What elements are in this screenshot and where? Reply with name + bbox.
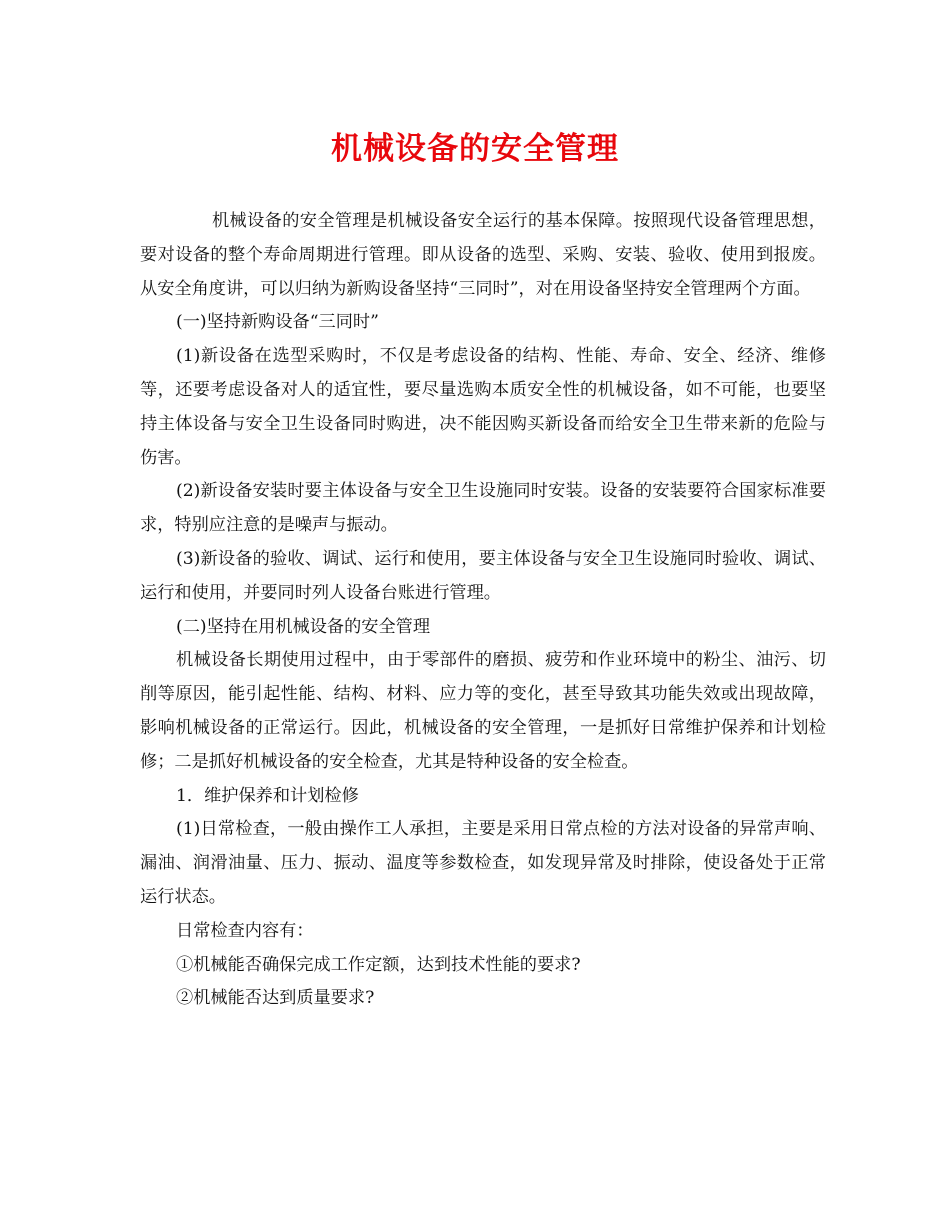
paragraph-item-3: (3)新设备的验收、调试、运行和使用，要主体设备与安全卫生设施同时验收、调试、运行和使用，并要同时列人设备台账进行管理。 — [140, 548, 826, 603]
paragraph-item-1: (1)新设备在选型采购时，不仅是考虑设备的结构、性能、寿命、安全、经济、维修等，还要考虑设备对人的适宜性，要尽量选购本质安全性的机械设备，如不可能，也要坚持主体设备与安全卫生设备同时购进，决不能因购买新设备而给安全卫生带来新的危险与伤害。 — [140, 346, 826, 468]
subsection-heading-1: 1．维护保养和计划检修 — [176, 785, 359, 806]
intro-paragraph: 机械设备的安全管理是机械设备安全运行的基本保障。按照现代设备管理思想，要对设备的整个寿命周期进行管理。即从设备的选型、采购、安装、验收、使用到报废。从安全角度讲，可以归纳为新购设备坚持“三同时”，对在用设备坚持安全管理两个方面。 — [140, 211, 826, 299]
paragraph-item-2: (2)新设备安装时要主体设备与安全卫生设施同时安装。设备的安装要符合国家标准要求，特别应注意的是噪声与振动。 — [140, 481, 826, 536]
check-item-1: ①机械能否确保完成工作定额，达到技术性能的要求? — [176, 954, 581, 975]
daily-check-content-label: 日常检查内容有： — [176, 920, 314, 941]
check-item-2: ②机械能否达到质量要求? — [176, 988, 375, 1009]
section-heading-2: (二)坚持在用机械设备的安全管理 — [176, 616, 431, 637]
document-title: 机械设备的安全管理 — [331, 131, 619, 167]
paragraph-in-use: 机械设备长期使用过程中，由于零部件的磨损、疲劳和作业环境中的粉尘、油污、切削等原因，能引起性能、结构、材料、应力等的变化，甚至导致其功能失效或出现故障，影响机械设备的正常运行。因此，机械设备的安全管理，一是抓好日常维护保养和计划检修；二是抓好机械设备的安全检查，尤其是特种设备的安全检查。 — [140, 650, 826, 772]
section-heading-1: (一)坚持新购设备“三同时” — [176, 312, 379, 333]
paragraph-daily-check: (1)日常检查，一般由操作工人承担，主要是采用日常点检的方法对设备的异常声响、漏油、润滑油量、压力、振动、温度等参数检查，如发现异常及时排除，使设备处于正常运行状态。 — [140, 819, 826, 907]
document-body — [140, 205, 826, 1016]
